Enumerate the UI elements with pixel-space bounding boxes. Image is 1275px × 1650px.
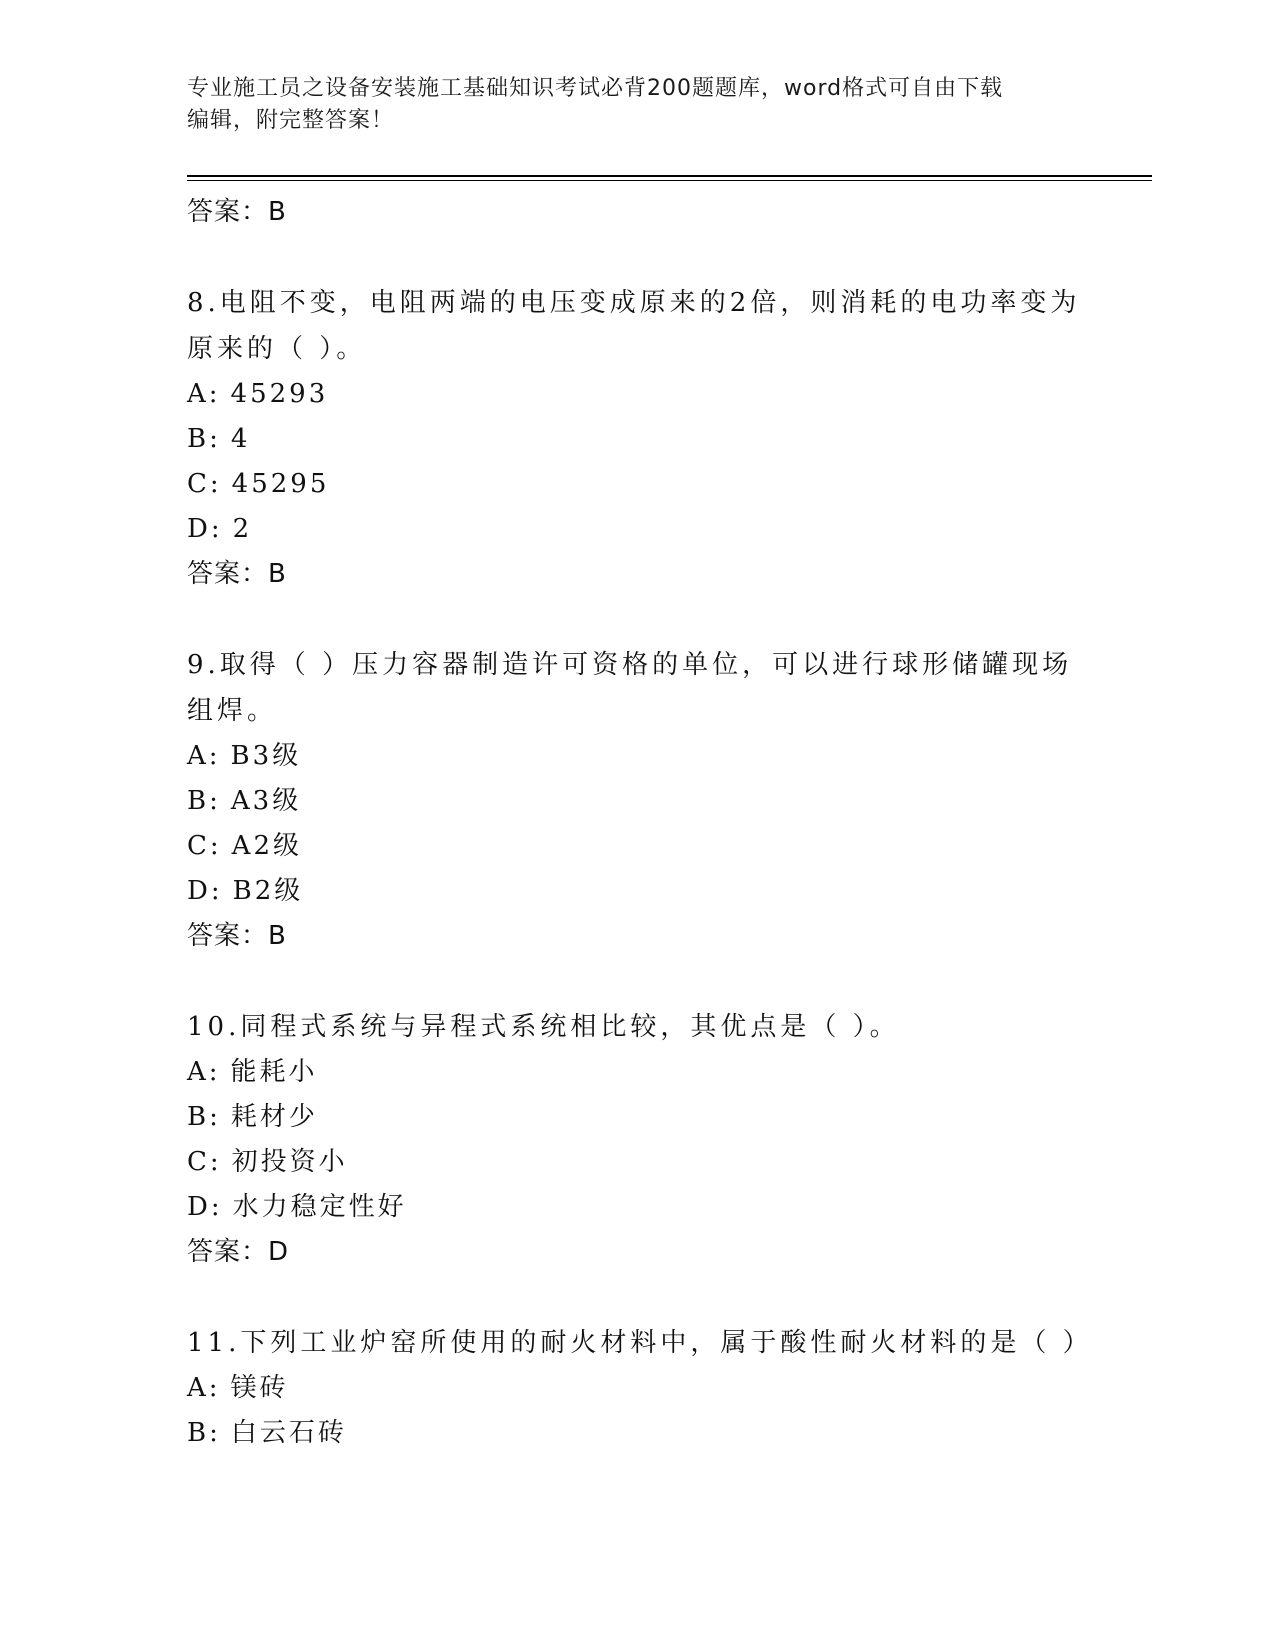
option-text: 初投资小 [231, 1147, 348, 1177]
option-letter: A [187, 379, 209, 409]
option-separator: : [208, 379, 221, 409]
option-letter: B [187, 786, 210, 816]
option-separator: : [209, 424, 221, 454]
option-text: A2级 [231, 831, 302, 861]
option-c [187, 824, 1087, 869]
answer-value: B [268, 559, 287, 589]
option-d [187, 1185, 1087, 1230]
option-separator: : [208, 1373, 221, 1403]
option-separator: : [209, 786, 221, 816]
option-a [187, 372, 1087, 417]
option-text: 水力稳定性好 [232, 1192, 407, 1222]
option-text: 能耗小 [230, 1057, 318, 1087]
option-d [187, 869, 1087, 914]
answer-label: 答案： [187, 1237, 269, 1267]
option-letter: B [187, 424, 210, 454]
question-text: 11.下列工业炉窑所使用的耐火材料中，属于酸性耐火材料的是（ ） [187, 1328, 1093, 1358]
option-a [187, 1366, 1087, 1411]
answer-label: 答案： [187, 197, 269, 227]
question-text: 10.同程式系统与异程式系统相比较，其优点是（ ）。 [187, 1012, 900, 1042]
option-text: 镁砖 [230, 1373, 289, 1403]
answer-line [187, 552, 1087, 596]
header-divider-thick [187, 175, 1152, 177]
option-a [187, 1050, 1087, 1095]
option-separator: : [210, 876, 223, 906]
option-letter: C [187, 469, 210, 499]
question-text: 8.电阻不变，电阻两端的电压变成原来的2倍，则消耗的电功率变为原来的（ ）。 [187, 288, 1081, 364]
option-c [187, 462, 1087, 507]
answer-label: 答案： [187, 921, 269, 951]
option-separator: : [210, 514, 223, 544]
option-text: 2 [232, 514, 253, 544]
option-letter: D [187, 514, 211, 544]
option-separator: : [209, 831, 222, 861]
option-text: 45295 [231, 469, 330, 499]
option-text: B3级 [230, 741, 302, 771]
option-text: 4 [230, 424, 251, 454]
option-a [187, 734, 1087, 779]
option-separator: : [208, 1057, 221, 1087]
header-title-line-2: 编辑，附完整答案！ [187, 108, 395, 133]
option-letter: C [187, 831, 210, 861]
option-letter: A [187, 1373, 209, 1403]
question-list [187, 190, 1093, 1456]
option-c [187, 1140, 1087, 1185]
header-divider-thin [187, 180, 1152, 181]
option-letter: B [187, 1102, 210, 1132]
option-letter: A [187, 1057, 209, 1087]
answer-value: B [268, 921, 287, 951]
option-separator: : [209, 1418, 221, 1448]
option-b [187, 417, 1087, 462]
answer-line-previous [187, 190, 1087, 234]
option-letter: D [187, 876, 211, 906]
answer-value: D [268, 1237, 290, 1267]
option-letter: D [187, 1192, 211, 1222]
option-separator: : [209, 1102, 221, 1132]
option-text: 耗材少 [230, 1102, 318, 1132]
option-text: 白云石砖 [230, 1418, 347, 1448]
answer-line [187, 914, 1087, 958]
option-b [187, 1411, 1087, 1456]
option-b [187, 779, 1087, 824]
question-text: 9.取得（ ）压力容器制造许可资格的单位，可以进行球形储罐现场组焊。 [187, 650, 1073, 726]
option-text: B2级 [232, 876, 304, 906]
option-b [187, 1095, 1087, 1140]
document-header [187, 73, 1067, 137]
option-letter: A [187, 741, 209, 771]
option-text: 45293 [230, 379, 329, 409]
answer-value: B [268, 197, 287, 227]
option-separator: : [209, 469, 222, 499]
option-letter: B [187, 1418, 210, 1448]
header-title-line-1: 专业施工员之设备安装施工基础知识考试必背200题题库，word格式可自由下载 [187, 76, 1004, 101]
answer-line [187, 1230, 1087, 1274]
option-d [187, 507, 1087, 552]
option-separator: : [208, 741, 221, 771]
option-letter: C [187, 1147, 210, 1177]
option-separator: : [210, 1192, 223, 1222]
option-separator: : [209, 1147, 222, 1177]
answer-label: 答案： [187, 559, 269, 589]
option-text: A3级 [230, 786, 302, 816]
